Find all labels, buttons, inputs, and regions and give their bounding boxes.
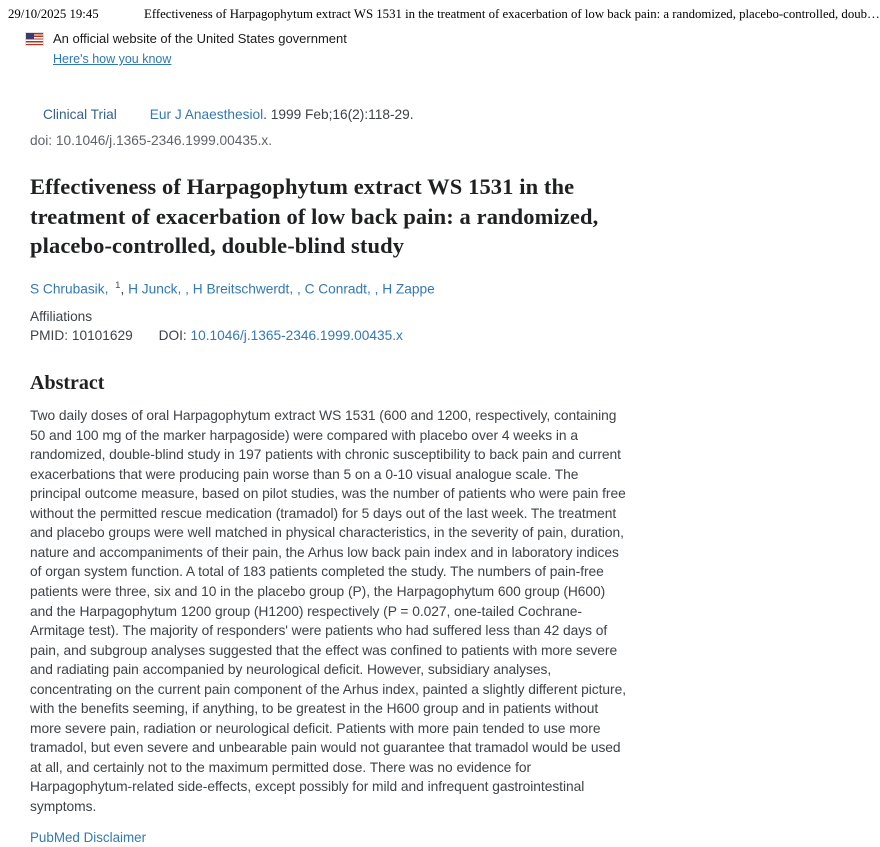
- article-main: [30, 106, 627, 847]
- us-flag-icon: [26, 33, 43, 45]
- author-affiliation-sup[interactable]: 1: [115, 279, 121, 291]
- gov-banner: [26, 31, 347, 68]
- print-header: [8, 7, 880, 22]
- abstract-heading: Abstract: [30, 372, 105, 395]
- author-link[interactable]: S Chrubasik ,: [30, 281, 112, 296]
- journal-link[interactable]: Eur J Anaesthesiol: [149, 107, 264, 122]
- author-link[interactable]: H Junck ,: [128, 281, 185, 296]
- identifiers-row: [30, 328, 627, 343]
- print-datetime: 29/10/2025 19:45: [8, 7, 99, 21]
- pmid-value: 10101629: [71, 328, 133, 344]
- citation-details: . 1999 Feb;16(2):118-29.: [263, 107, 414, 122]
- pmid-label: PMID:: [30, 328, 69, 344]
- author-link[interactable]: H Breitschwerdt ,: [193, 281, 297, 296]
- author-link[interactable]: H Zappe: [382, 281, 435, 297]
- citation-row: [30, 106, 627, 124]
- doi-citation-line: doi: 10.1046/j.1365-2346.1999.00435.x.: [30, 133, 273, 148]
- affiliations-label[interactable]: Affiliations: [30, 309, 93, 325]
- doi-link[interactable]: 10.1046/j.1365-2346.1999.00435.x: [190, 328, 403, 344]
- abstract-text: Two daily doses of oral Harpagophytum extract WS 1531 (600 and 1200, respectively, containing 50 and 100 mg of the marker harpagoside) were compared with placebo over 4 weeks in a randomized, double-blind study in 197 patients with chronic susceptibility to back pain and current exacerbations that were producing pain worse than 5 on a 0-10 visual analogue scale. The principal outcome measure, based on pilot studies, was the number of patients who were pain free without the permitted rescue medication (tramadol) for 5 days out of the last week. The treatment and placebo groups were well matched in physical characteristics, in the severity of pain, duration, nature and accompaniments of their pain, the Arhus low back pain index and in laboratory indices of organ system function. A total of 183 patients completed the study. The numbers of pain-free patients were three, six and 10 in the placebo group (P), the Harpagophytum 600 group (H600) and the Harpagophytum 1200 group (H1200) respectively (P = 0.027, one-tailed Cochrane-Armitage test). The majority of responders' were patients who had suffered less than 42 days of pain, and subgroup analyses suggested that the effect was confined to patients with more severe and radiating pain accompanied by neurological deficit. However, subsidiary analyses, concentrating on the current pain component of the Arhus index, painted a slightly different picture, with the benefits seeming, if anything, to be greatest in the H600 group and in patients without more severe pain, radiation or neurological deficit. Patients with more pain tended to use more tramadol, but even severe and unbearable pain would not guarantee that tramadol would be used at all, and certainly not to the maximum permitted dose. There was no evidence for Harpagophytum-related side-effects, except possibly for mild and infrequent gastrointestinal symptoms.: [30, 408, 627, 814]
- publication-type-link[interactable]: Clinical Trial: [43, 107, 117, 122]
- gov-banner-text: An official website of the United States government: [53, 31, 347, 46]
- pubmed-disclaimer-link[interactable]: PubMed Disclaimer: [30, 829, 147, 845]
- heres-how-you-know-link[interactable]: Here's how you know: [53, 52, 172, 66]
- authors-list: S Chrubasik , $^1$, H Junck , , H Breitschwerdt , , C Conradt , , H Zappe: [30, 280, 620, 297]
- print-page-title: Effectiveness of Harpagophytum extract WS 1531 in the treatment of exacerbation of low back pain: a randomized, placebo-controlled, doub…: [144, 7, 880, 21]
- doi-label: DOI:: [158, 328, 187, 344]
- author-link[interactable]: C Conradt ,: [305, 281, 375, 296]
- article-title: Effectiveness of Harpagophytum extract WS 1531 in the treatment of exacerbation of low back pain: a randomized, placebo-controlled, double-blind study: [30, 174, 599, 258]
